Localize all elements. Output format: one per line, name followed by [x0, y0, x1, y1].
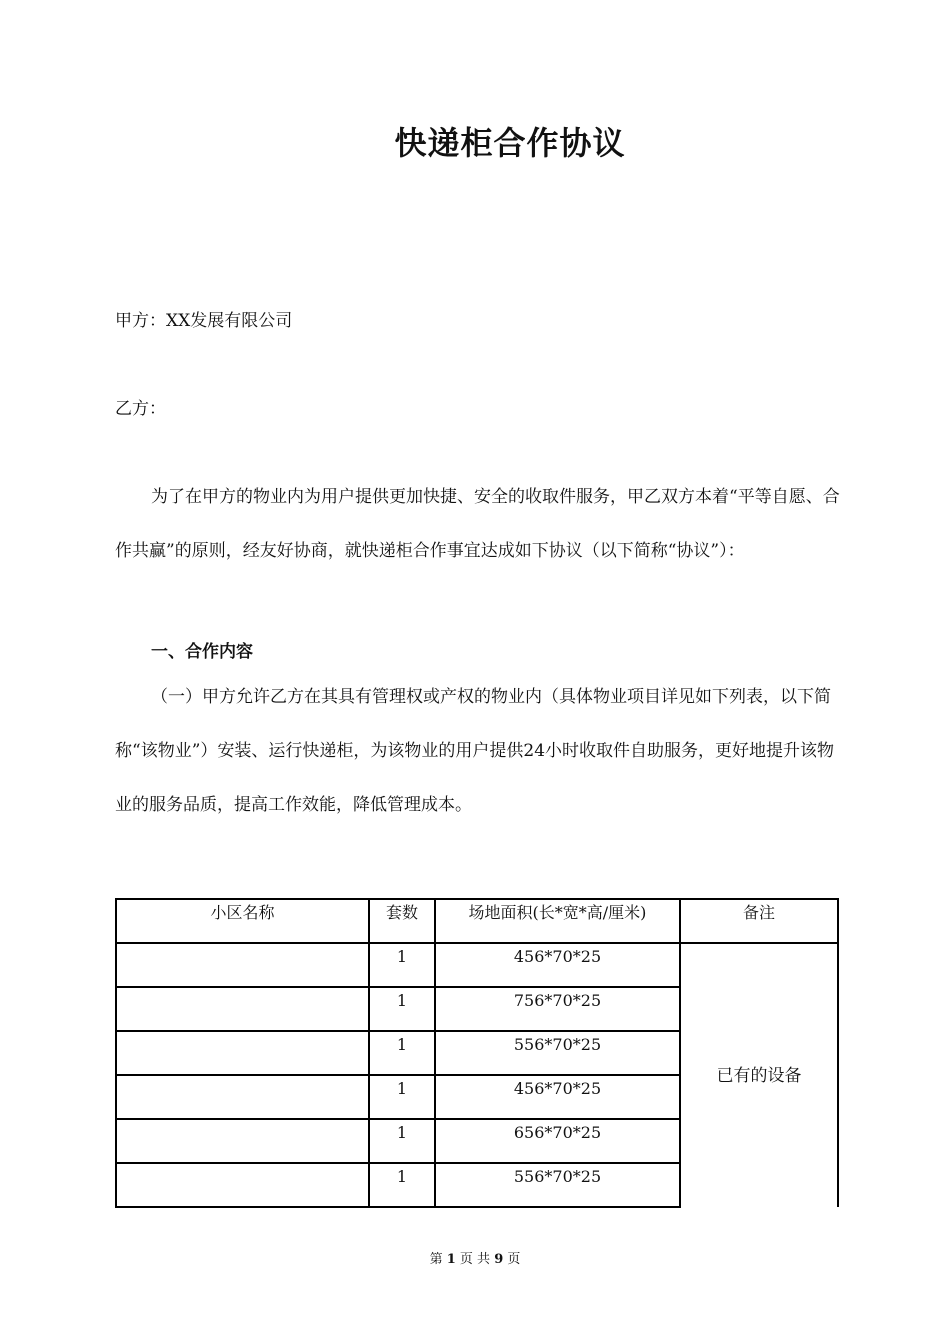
- cell-count: 1: [369, 1119, 435, 1163]
- cell-site-name: [116, 1119, 369, 1163]
- header-count: 套数: [369, 899, 435, 943]
- clause-paragraph: [115, 670, 843, 832]
- cell-count: 1: [369, 1075, 435, 1119]
- intro-text: 为了在甲方的物业内为用户提供更加快捷、安全的收取件服务，甲乙双方本着“平等自愿、合作共赢”的原则，经友好协商，就快递柜合作事宜达成如下协议（以下简称“协议”）：: [115, 487, 840, 561]
- site-table: [115, 898, 839, 1208]
- table-header-row: [116, 899, 838, 943]
- cell-count: 1: [369, 943, 435, 987]
- cell-site-name: [116, 1163, 369, 1207]
- section-heading: 一、合作内容: [151, 642, 253, 662]
- cell-site-name: [116, 1031, 369, 1075]
- header-area: 场地面积(长*宽*高/厘米): [435, 899, 680, 943]
- footer-suffix: 页: [507, 1252, 521, 1267]
- clause-text: （一）甲方允许乙方在其具有管理权或产权的物业内（具体物业项目详见如下列表，以下简称“该物业”）安装、运行快递柜，为该物业的用户提供24小时收取件自助服务，更好地提升该物业的服务品质，提高工作效能，降低管理成本。: [115, 687, 835, 815]
- intro-paragraph: [115, 470, 843, 578]
- cell-site-name: [116, 1075, 369, 1119]
- cell-area: 656*70*25: [435, 1119, 680, 1163]
- cell-area: 456*70*25: [435, 943, 680, 987]
- header-remark: 备注: [680, 899, 838, 943]
- cell-count: 1: [369, 1163, 435, 1207]
- page-footer: [0, 1248, 950, 1267]
- party-a: 甲方：XX发展有限公司: [115, 311, 293, 331]
- party-b: 乙方：: [115, 399, 166, 419]
- cell-area: 556*70*25: [435, 1031, 680, 1075]
- footer-prefix: 第: [429, 1252, 443, 1267]
- cell-site-name: [116, 943, 369, 987]
- cell-count: 1: [369, 1031, 435, 1075]
- cell-count: 1: [369, 987, 435, 1031]
- footer-page-number: 1: [446, 1252, 456, 1267]
- footer-middle: 页 共: [459, 1252, 491, 1267]
- header-site-name: 小区名称: [116, 899, 369, 943]
- cell-remark: 已有的设备: [680, 943, 838, 1207]
- cell-area: 756*70*25: [435, 987, 680, 1031]
- table-row: [116, 943, 838, 987]
- cell-area: 456*70*25: [435, 1075, 680, 1119]
- footer-total-pages: 9: [494, 1252, 504, 1267]
- cell-area: 556*70*25: [435, 1163, 680, 1207]
- cell-site-name: [116, 987, 369, 1031]
- document-title: 快递柜合作协议: [394, 124, 626, 162]
